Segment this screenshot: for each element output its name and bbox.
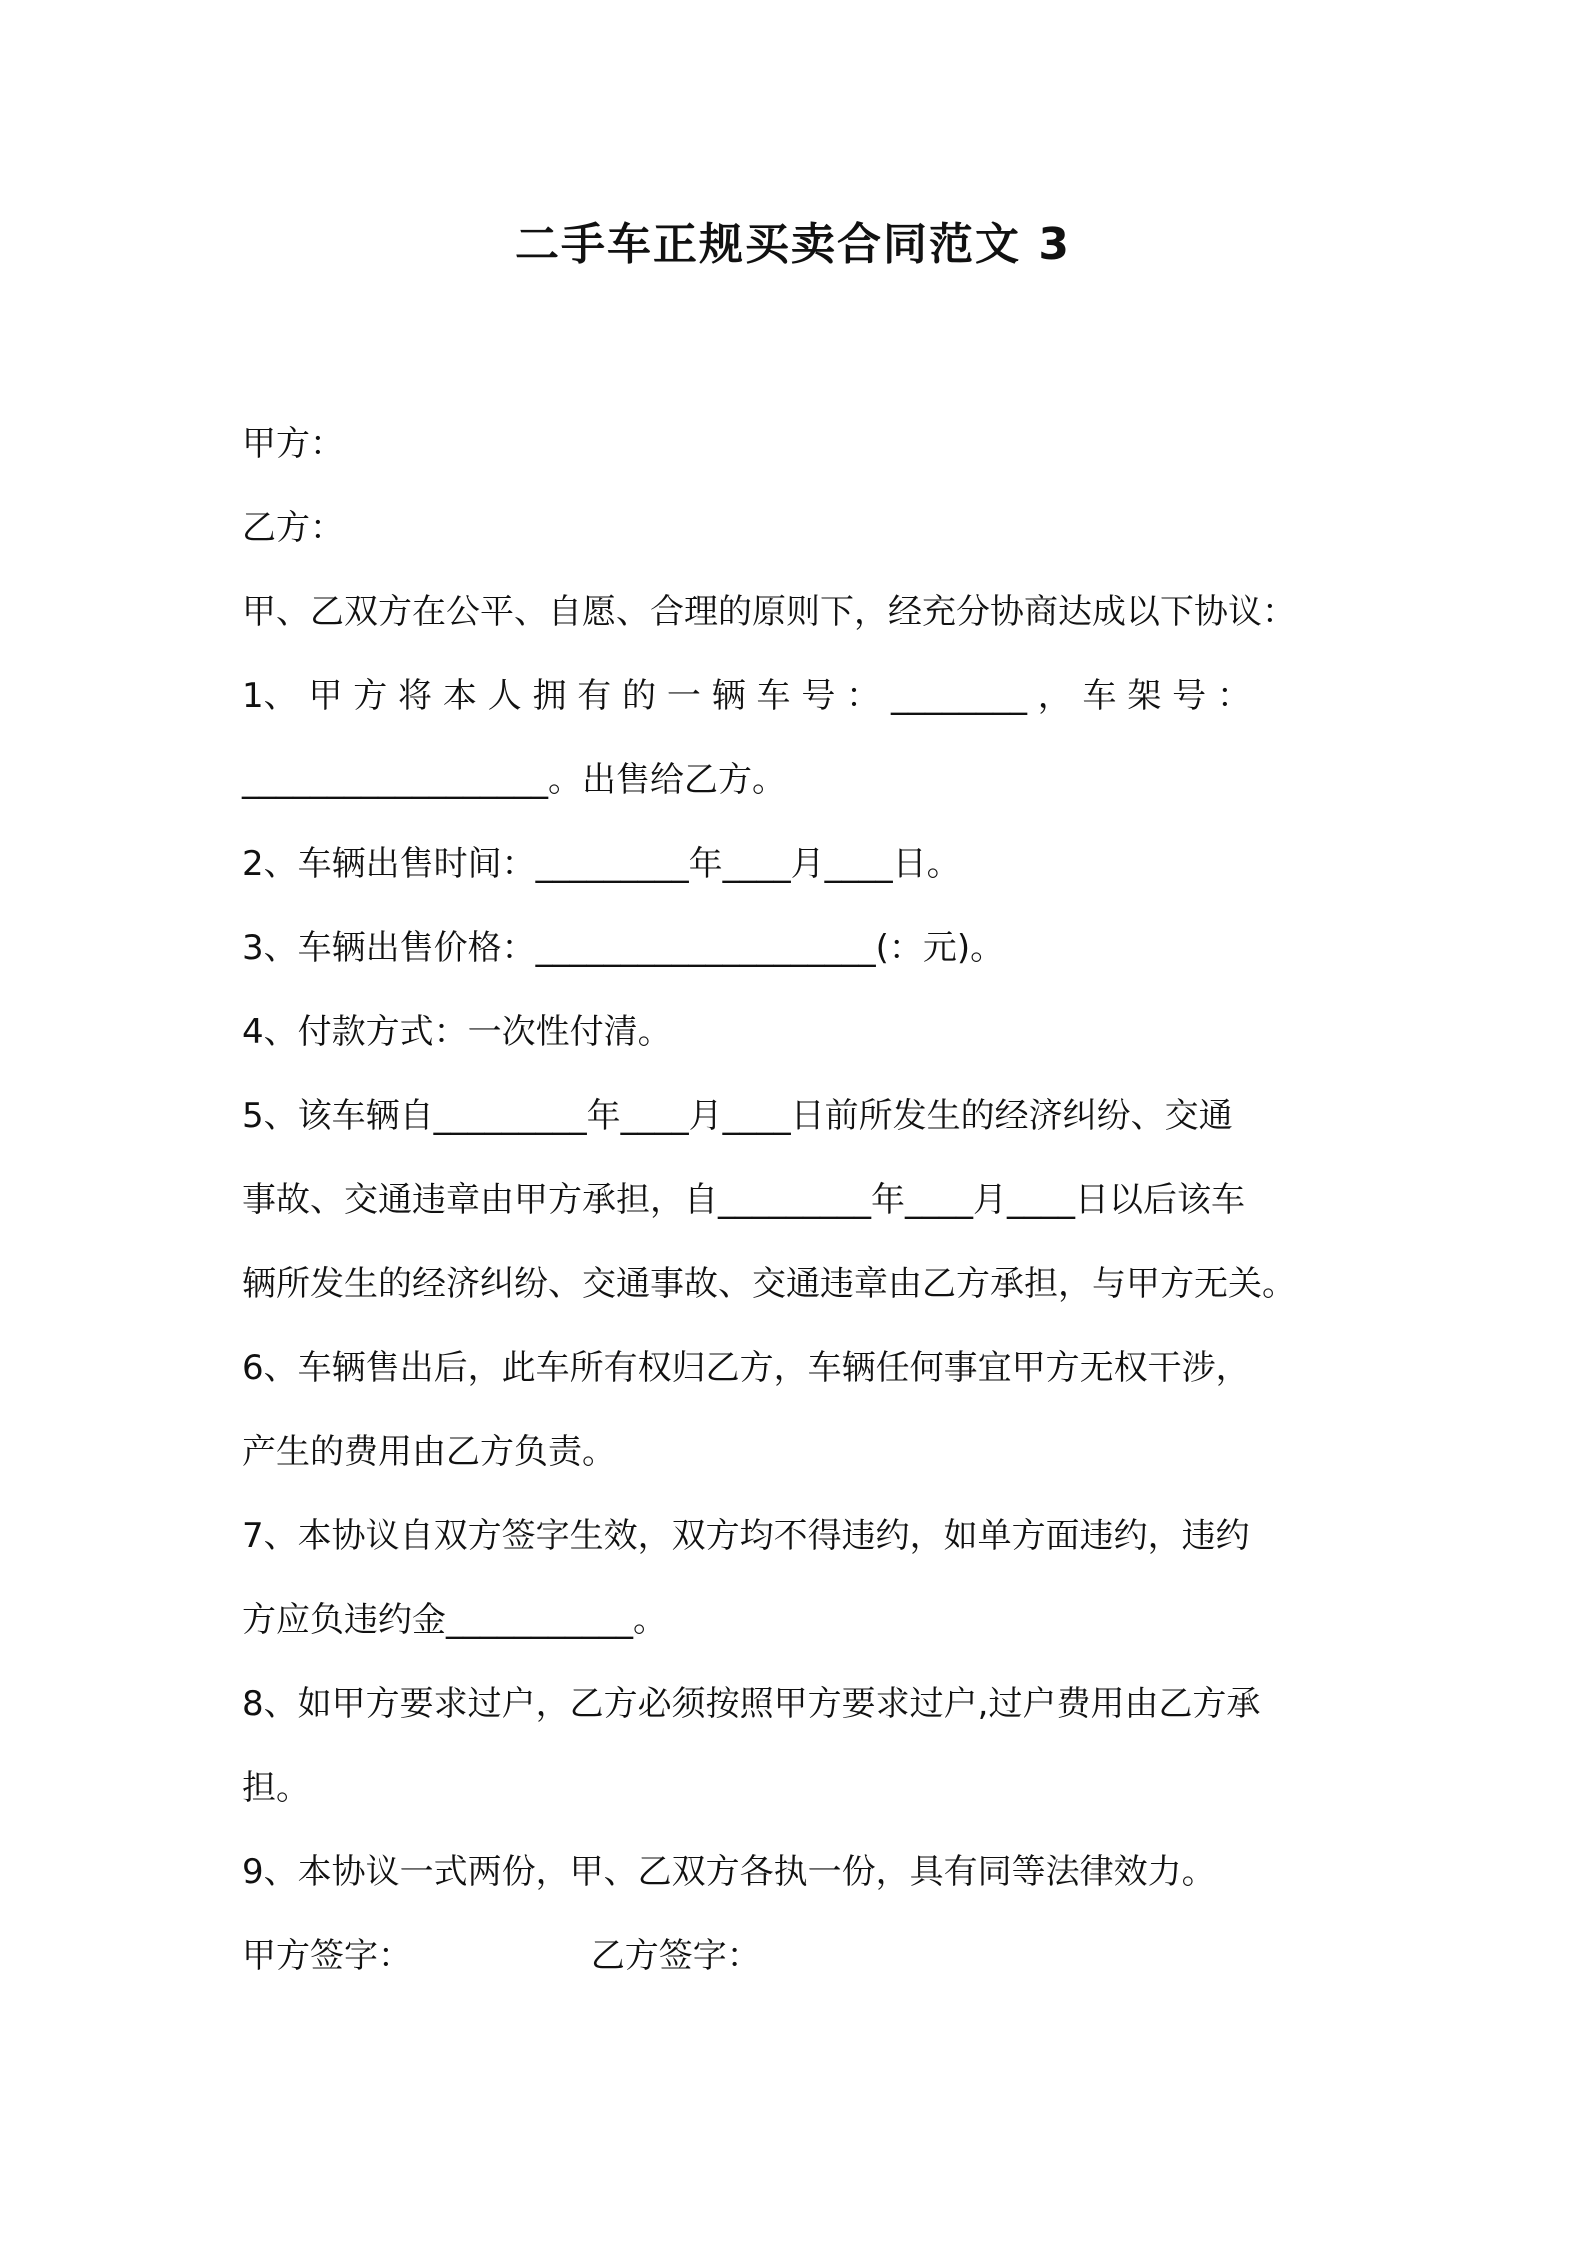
clause-7-line-2: 方应负违约金___________。 xyxy=(242,1600,667,1640)
clause-7-line-1: 7、本协议自双方签字生效，双方均不得违约，如单方面违约，违约 xyxy=(242,1516,1250,1556)
clause-5-line-1: 5、该车辆自_________年____月____日前所发生的经济纠纷、交通 xyxy=(242,1096,1233,1136)
clause-8-line-2: 担。 xyxy=(242,1768,310,1808)
clause-4-line: 4、付款方式：一次性付清。 xyxy=(242,1012,672,1052)
preamble-line: 甲、乙双方在公平、自愿、合理的原则下，经充分协商达成以下协议： xyxy=(242,592,1296,632)
party-b-signature-label: 乙方签字： xyxy=(590,1936,761,1976)
signature-row xyxy=(242,1914,1354,1998)
party-b-line: 乙方： xyxy=(242,508,344,548)
clause-5-line-3: 辆所发生的经济纠纷、交通事故、交通违章由乙方承担，与甲方无关。 xyxy=(242,1264,1296,1304)
clause-1-line-2: __________________。出售给乙方。 xyxy=(242,760,786,800)
page-title: 二手车正规买卖合同范文 3 xyxy=(515,219,1071,270)
clause-1-line-1: 1、 甲 方 将 本 人 拥 有 的 一 辆 车 号 ： ________ ， 车 架 号 ： xyxy=(242,676,1251,716)
clause-6-line-1: 6、车辆售出后，此车所有权归乙方，车辆任何事宜甲方无权干涉， xyxy=(242,1348,1250,1388)
clause-5-line-2: 事故、交通违章由甲方承担，自_________年____月____日以后该车 xyxy=(242,1180,1245,1220)
clause-9-line: 9、本协议一式两份，甲、乙双方各执一份，具有同等法律效力。 xyxy=(242,1852,1216,1892)
clause-3-line: 3、车辆出售价格：____________________(：元)。 xyxy=(242,928,1005,968)
contract-body xyxy=(242,402,1354,1998)
clause-6-line-2: 产生的费用由乙方负责。 xyxy=(242,1432,616,1472)
party-a-line: 甲方： xyxy=(242,424,344,464)
clause-8-line-1: 8、如甲方要求过户，乙方必须按照甲方要求过户,过户费用由乙方承 xyxy=(242,1684,1261,1724)
party-a-signature-label: 甲方签字： xyxy=(242,1936,412,1976)
clause-2-line: 2、车辆出售时间：_________年____月____日。 xyxy=(242,844,961,884)
